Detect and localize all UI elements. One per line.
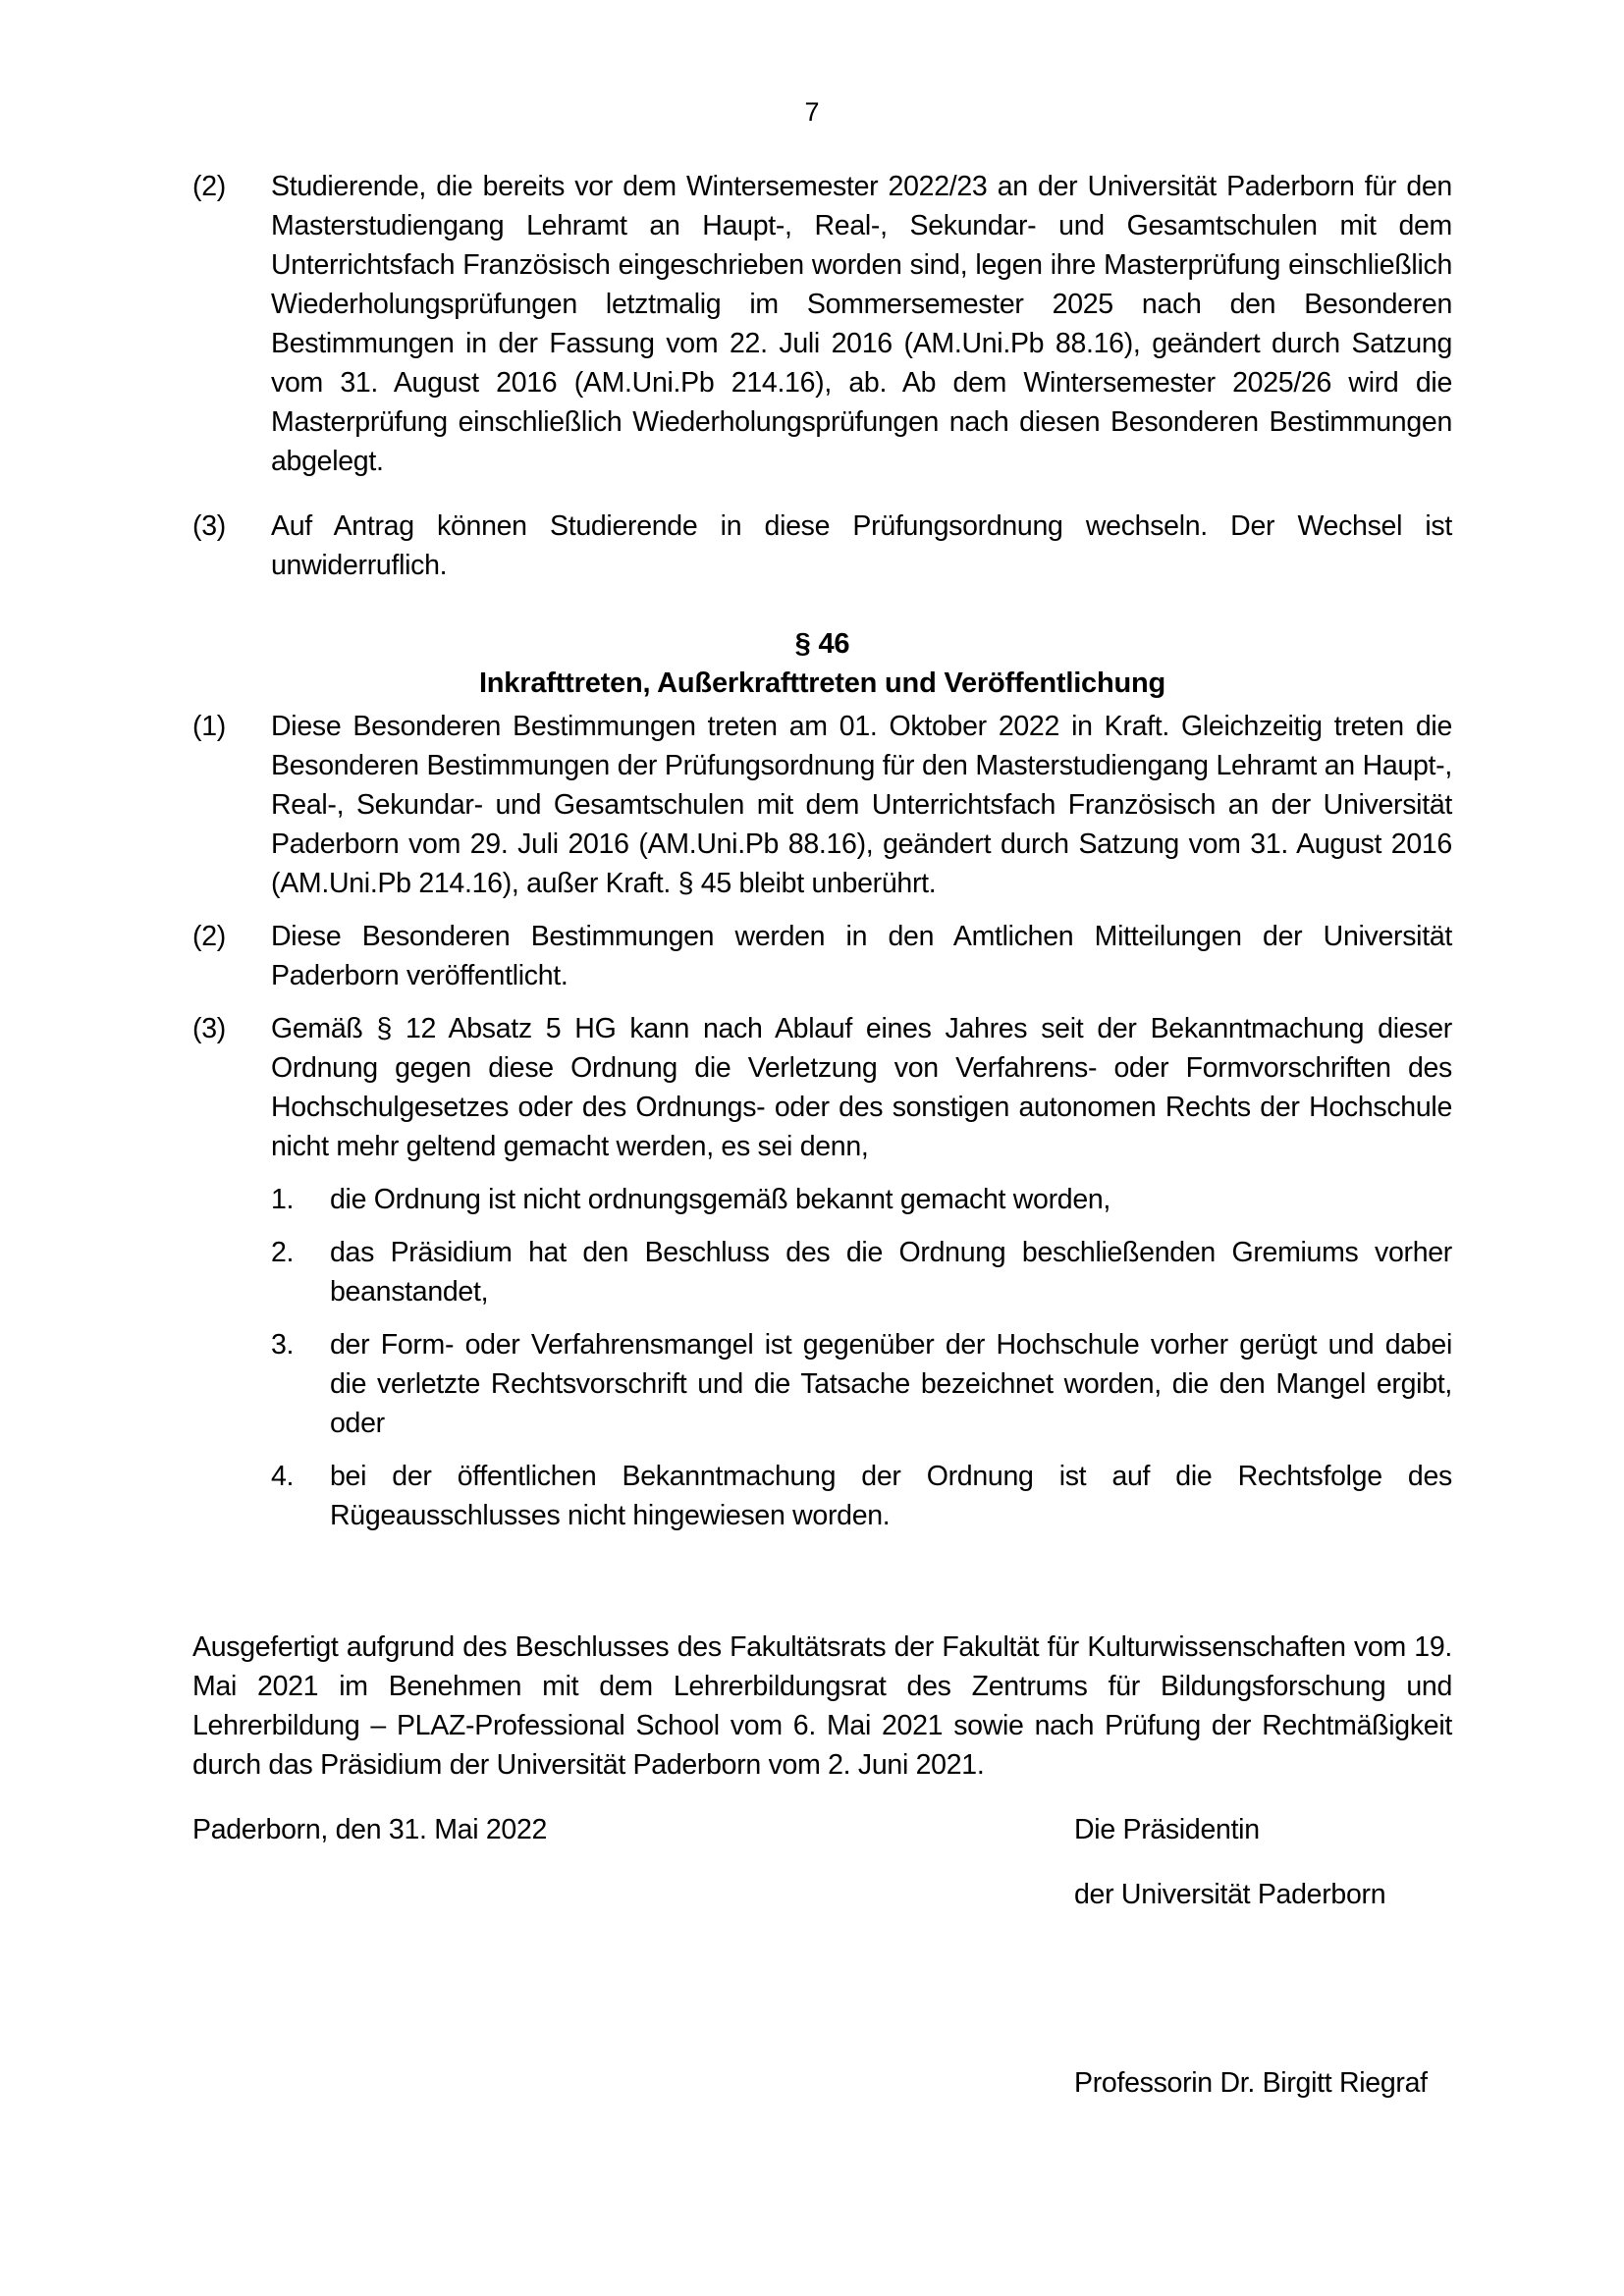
list-item xyxy=(192,1325,1452,1443)
paragraph-46-3 xyxy=(192,1009,1452,1166)
signatory-name: Professorin Dr. Birgitt Riegraf xyxy=(1074,2067,1428,2099)
paragraph-text: Studierende, die bereits vor dem Wintersemester 2022/23 an der Universität Paderborn für den Masterstudiengang Lehramt an Haupt-, Real-, Sekundar- und Gesamtschulen mit dem Unterrichtsfach Französisch eingeschrieben worden sind, legen ihre Masterprüfung einschließlich Wiederholungsprüfungen letztmalig im Sommersemester 2025 nach den Besonderen Bestimmungen in der Fassung vom 22. Juli 2016 (AM.Uni.Pb 88.16), geändert durch Satzung vom 31. August 2016 (AM.Uni.Pb 214.16), ab. Ab dem Wintersemester 2025/26 wird die Masterprüfung einschließlich Wiederholungsprüfungen nach diesen Besonderen Bestimmungen abgelegt. xyxy=(271,171,1452,477)
paragraph-number: (2) xyxy=(192,171,226,202)
list-item xyxy=(192,1180,1452,1219)
list-item-text: die Ordnung ist nicht ordnungsgemäß bekannt gemacht worden, xyxy=(330,1184,1111,1215)
paragraph-45-3 xyxy=(192,507,1452,585)
signature-row xyxy=(192,1810,1452,1849)
section-number: § 46 xyxy=(794,628,850,660)
list-item-number: 4. xyxy=(271,1461,295,1492)
paragraph-text: Diese Besonderen Bestimmungen treten am 01. Oktober 2022 in Kraft. Gleichzeitig treten die Besonderen Bestimmungen der Prüfungsordnung für den Masterstudiengang Lehramt an Haupt-, Real-, Sekundar- und Gesamtschulen mit dem Unterrichtsfach Französisch an der Universität Paderborn vom 29. Juli 2016 (AM.Uni.Pb 88.16), geändert durch Satzung vom 31. August 2016 (AM.Uni.Pb 214.16), außer Kraft. § 45 bleibt unberührt. xyxy=(271,711,1452,899)
list-item-text: das Präsidium hat den Beschluss des die Ordnung beschließenden Gremiums vorher beanstandet, xyxy=(330,1237,1452,1308)
signatory-institution: der Universität Paderborn xyxy=(1074,1879,1386,1910)
list-item-number: 3. xyxy=(271,1329,295,1361)
paragraph-number: (3) xyxy=(192,510,226,542)
signature-row xyxy=(192,1875,1452,1914)
list-item-text: bei der öffentlichen Bekanntmachung der Ordnung ist auf die Rechtsfolge des Rügeausschlusses nicht hingewiesen worden. xyxy=(330,1461,1452,1531)
paragraph-number: (1) xyxy=(192,711,226,742)
list-item xyxy=(192,1233,1452,1311)
page-number: 7 xyxy=(804,97,820,127)
paragraph-text: Diese Besonderen Bestimmungen werden in den Amtlichen Mitteilungen der Universität Paderborn veröffentlicht. xyxy=(271,921,1452,991)
signature-row xyxy=(192,2063,1452,2103)
list-item xyxy=(192,1457,1452,1535)
signatory-role: Die Präsidentin xyxy=(1074,1814,1260,1845)
paragraph-46-1 xyxy=(192,707,1452,903)
section-title: Inkrafttreten, Außerkrafttreten und Veröffentlichung xyxy=(478,667,1166,699)
place-date: Paderborn, den 31. Mai 2022 xyxy=(192,1814,548,1845)
paragraph-45-2 xyxy=(192,167,1452,481)
list-item-text: der Form- oder Verfahrensmangel ist gegenüber der Hochschule vorher gerügt und dabei die verletzte Rechtsvorschrift und die Tatsache bezeichnet worden, die den Mangel ergibt, oder xyxy=(330,1329,1452,1439)
closing-statement: Ausgefertigt aufgrund des Beschlusses des Fakultätsrats der Fakultät für Kulturwissenschaften vom 19. Mai 2021 im Benehmen mit dem Lehrerbildungsrat des Zentrums für Bildungsforschung und Lehrerbildung – PLAZ-Professional School vom 6. Mai 2021 sowie nach Prüfung der Rechtmäßigkeit durch das Präsidium der Universität Paderborn vom 2. Juni 2021. xyxy=(192,1631,1452,1781)
list-item-number: 1. xyxy=(271,1184,295,1215)
paragraph-text: Auf Antrag können Studierende in diese Prüfungsordnung wechseln. Der Wechsel ist unwiderruflich. xyxy=(271,510,1452,581)
document-body xyxy=(192,167,1452,2103)
list-item-number: 2. xyxy=(271,1237,295,1268)
paragraph-text: Gemäß § 12 Absatz 5 HG kann nach Ablauf eines Jahres seit der Bekanntmachung dieser Ordnung gegen diese Ordnung die Verletzung von Verfahrens- oder Formvorschriften des Hochschulgesetzes oder des Ordnungs- oder des sonstigen autonomen Rechts der Hochschule nicht mehr geltend gemacht werden, es sei denn, xyxy=(271,1013,1452,1162)
paragraph-46-2 xyxy=(192,917,1452,995)
section-heading xyxy=(192,624,1452,703)
paragraph-number: (3) xyxy=(192,1013,226,1044)
paragraph-number: (2) xyxy=(192,921,226,952)
